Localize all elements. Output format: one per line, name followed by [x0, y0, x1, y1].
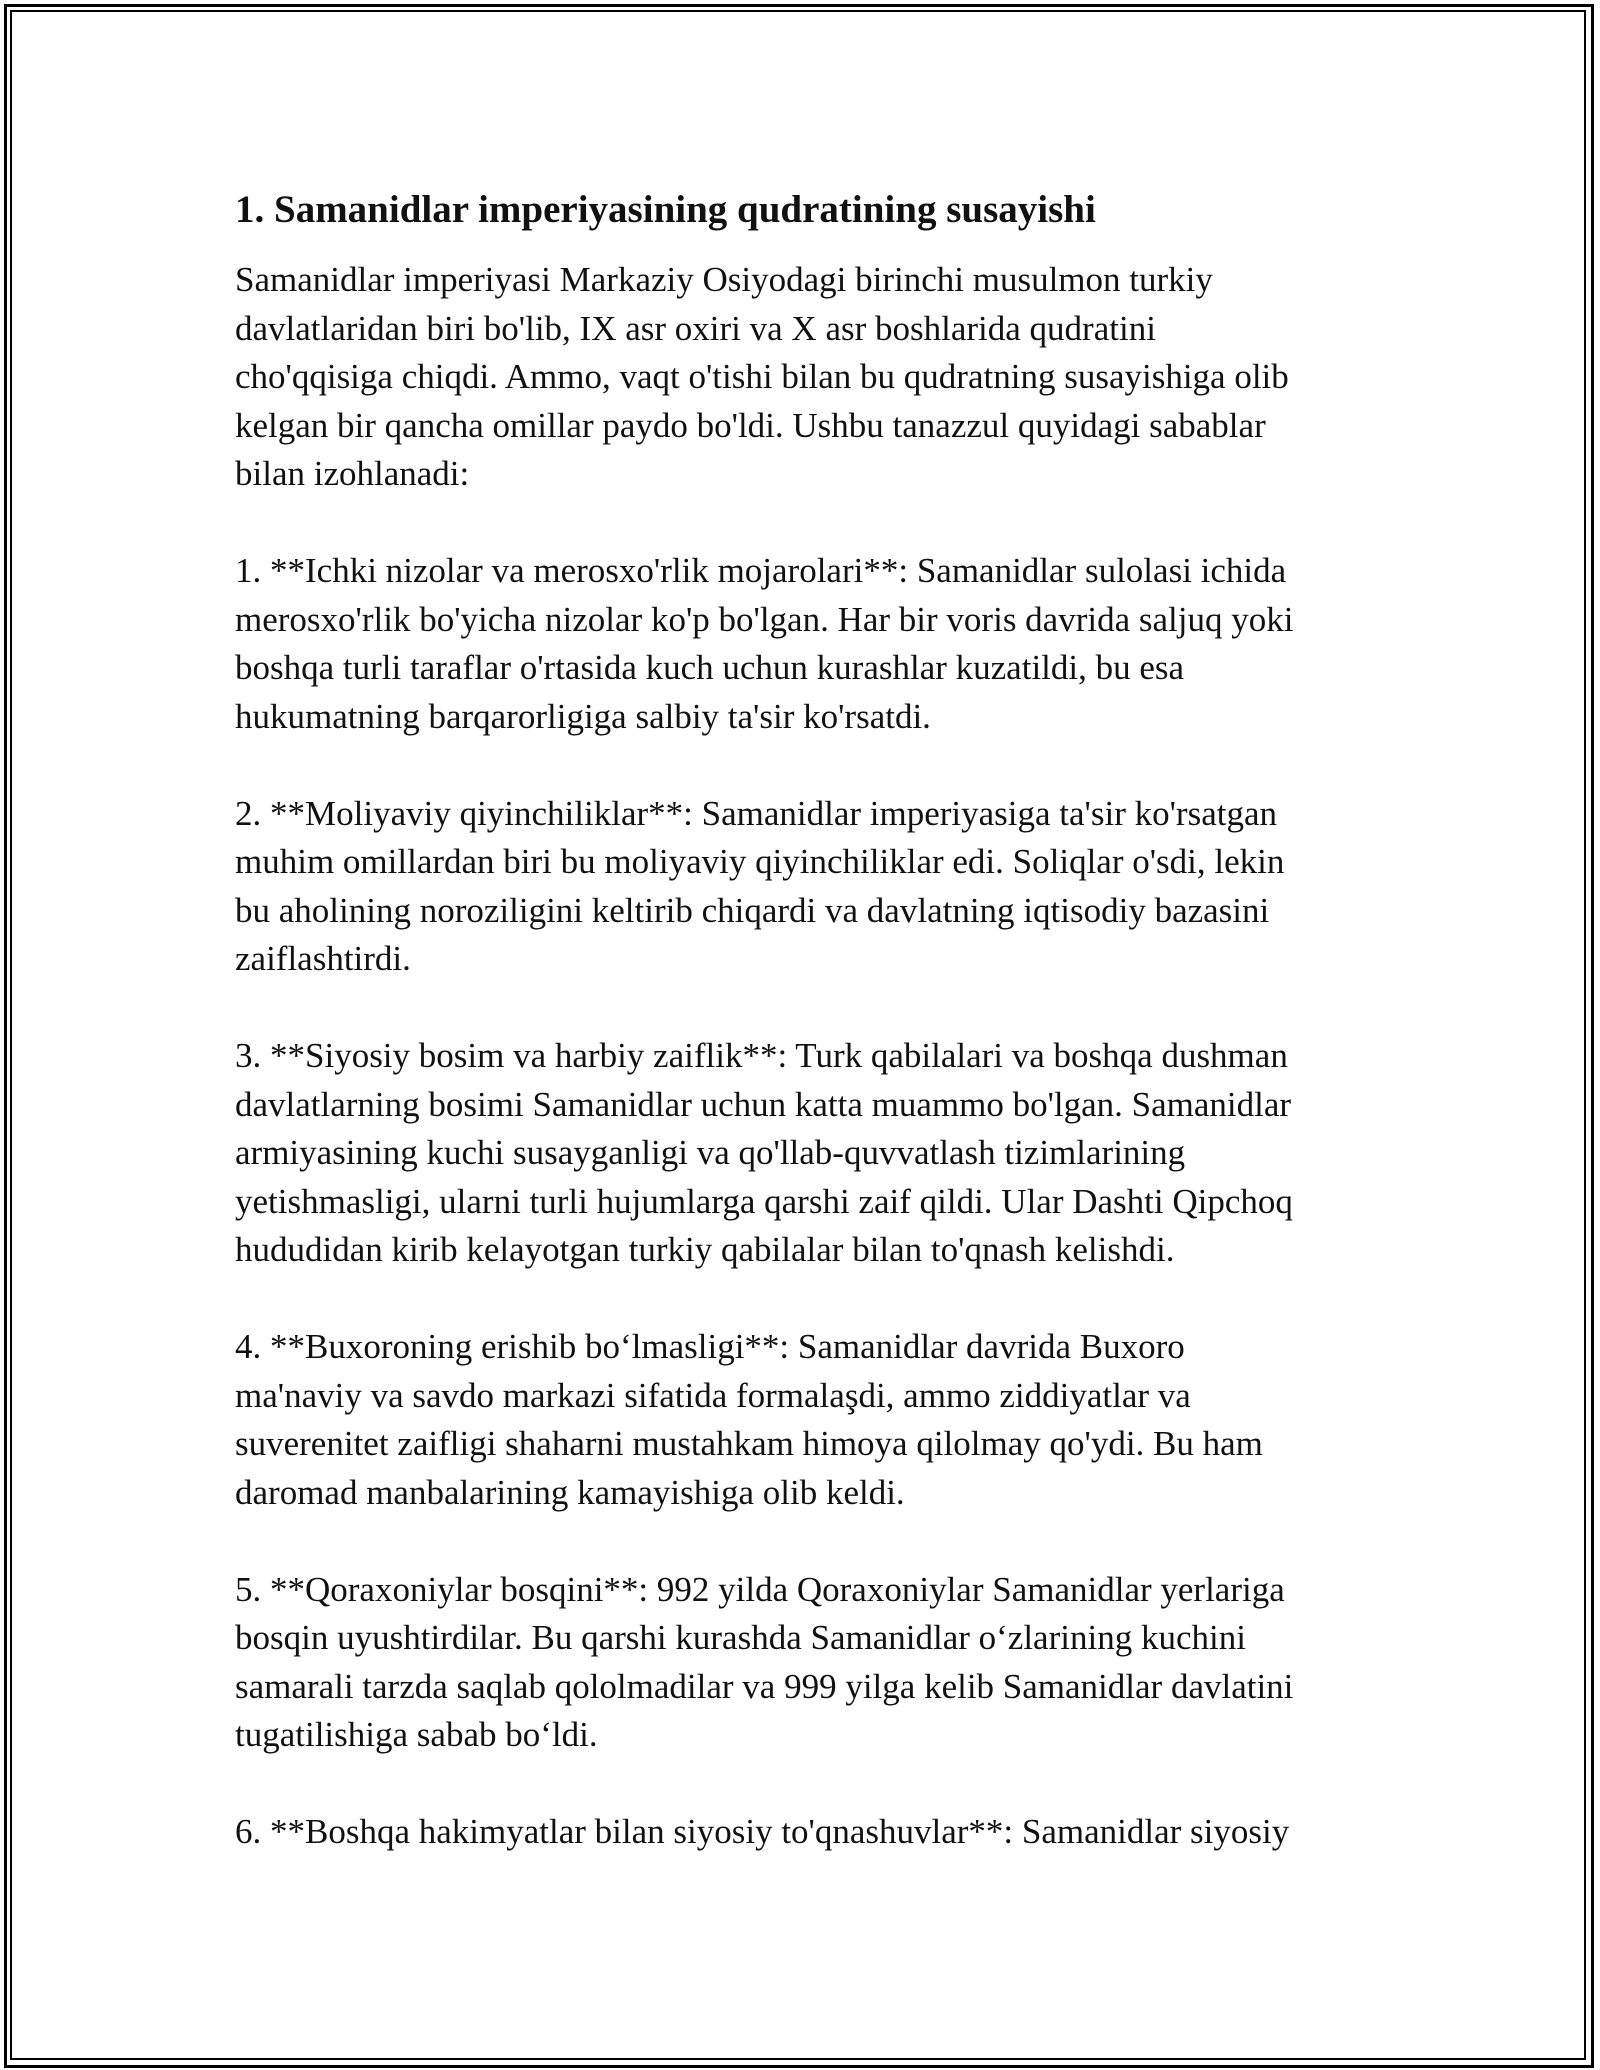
document-body: [235, 186, 1365, 1905]
text-line: davlatlarning bosimi Samanidlar uchun katta muammo bo'lgan. Samanidlar: [235, 1084, 1292, 1124]
text-line: suverenitet zaifligi shaharni mustahkam himoya qilolmay qo'ydi. Bu ham: [235, 1424, 1263, 1463]
list-item-2-paragraph: [235, 790, 1365, 984]
text-line: 2. **Moliyaviy qiyinchiliklar**: Samanidlar imperiyasiga ta'sir ko'rsatgan: [235, 793, 1277, 833]
list-item-6-paragraph: [235, 1808, 1365, 1857]
text-line: bilan izohlanadi:: [235, 454, 470, 493]
text-line: bu aholining noroziligini keltirib chiqardi va davlatning iqtisodiy bazasini: [235, 890, 1270, 930]
text-line: 1. **Ichki nizolar va merosxo'rlik mojarolari**: Samanidlar sulolasi ichida: [235, 551, 1287, 590]
text-line: merosxo'rlik bo'yicha nizolar ko'p bo'lgan. Har bir voris davrida saljuq yoki: [235, 599, 1294, 639]
text-line: yetishmasligi, ularni turli hujumlarga qarshi zaif qildi. Ular Dashti Qipchoq: [235, 1181, 1293, 1221]
text-line: ma'naviy va savdo markazi sifatida formalaşdi, ammo ziddiyatlar va: [235, 1375, 1191, 1415]
list-item-4-paragraph: [235, 1323, 1365, 1517]
text-line: 6. **Boshqa hakimyatlar bilan siyosiy to'qnashuvlar**: Samanidlar siyosiy: [235, 1812, 1290, 1851]
text-line: daromad manbalarining kamayishiga olib keldi.: [235, 1472, 905, 1512]
list-item-1-paragraph: [235, 547, 1365, 741]
text-line: 3. **Siyosiy bosim va harbiy zaiflik**: Turk qabilalari va boshqa dushman: [235, 1036, 1288, 1075]
text-line: hududidan kirib kelayotgan turkiy qabilalar bilan to'qnash kelishdi.: [235, 1230, 1175, 1269]
text-line: 5. **Qoraxoniylar bosqini**: 992 yilda Qoraxoniylar Samanidlar yerlariga: [235, 1569, 1285, 1609]
text-line: muhim omillardan biri bu moliyaviy qiyinchiliklar edi. Soliqlar o'sdi, lekin: [235, 842, 1285, 881]
text-line: hukumatning barqarorligiga salbiy ta'sir ko'rsatdi.: [235, 696, 931, 736]
text-line: cho'qqisiga chiqdi. Ammo, vaqt o'tishi bilan bu qudratning susayishiga olib: [235, 357, 1289, 396]
text-line: samarali tarzda saqlab qololmadilar va 999 yilga kelib Samanidlar davlatini: [235, 1666, 1294, 1706]
text-line: armiyasining kuchi susayganligi va qo'llab-quvvatlash tizimlarining: [235, 1133, 1186, 1172]
text-line: kelgan bir qancha omillar paydo bo'ldi. Ushbu tanazzul quyidagi sabablar: [235, 405, 1266, 445]
text-line: Samanidlar imperiyasi Markaziy Osiyodagi birinchi musulmon turkiy: [235, 260, 1213, 299]
section-heading: 1. Samanidlar imperiyasining qudratining susayishi: [235, 188, 1096, 231]
text-line: zaiflashtirdi.: [235, 939, 411, 978]
text-line: 4. **Buxoroning erishib bo‘lmasligi**: Samanidlar davrida Buxoro: [235, 1327, 1185, 1366]
intro-paragraph: [235, 256, 1365, 499]
list-item-5-paragraph: [235, 1566, 1365, 1760]
list-item-3-paragraph: [235, 1032, 1365, 1275]
text-line: tugatilishiga sabab bo‘ldi.: [235, 1715, 598, 1754]
text-line: bosqin uyushtirdilar. Bu qarshi kurashda Samanidlar o‘zlarining kuchini: [235, 1618, 1246, 1657]
text-line: boshqa turli taraflar o'rtasida kuch uchun kurashlar kuzatildi, bu esa: [235, 648, 1185, 687]
text-line: davlatlaridan biri bo'lib, IX asr oxiri va X asr boshlarida qudratini: [235, 308, 1156, 348]
